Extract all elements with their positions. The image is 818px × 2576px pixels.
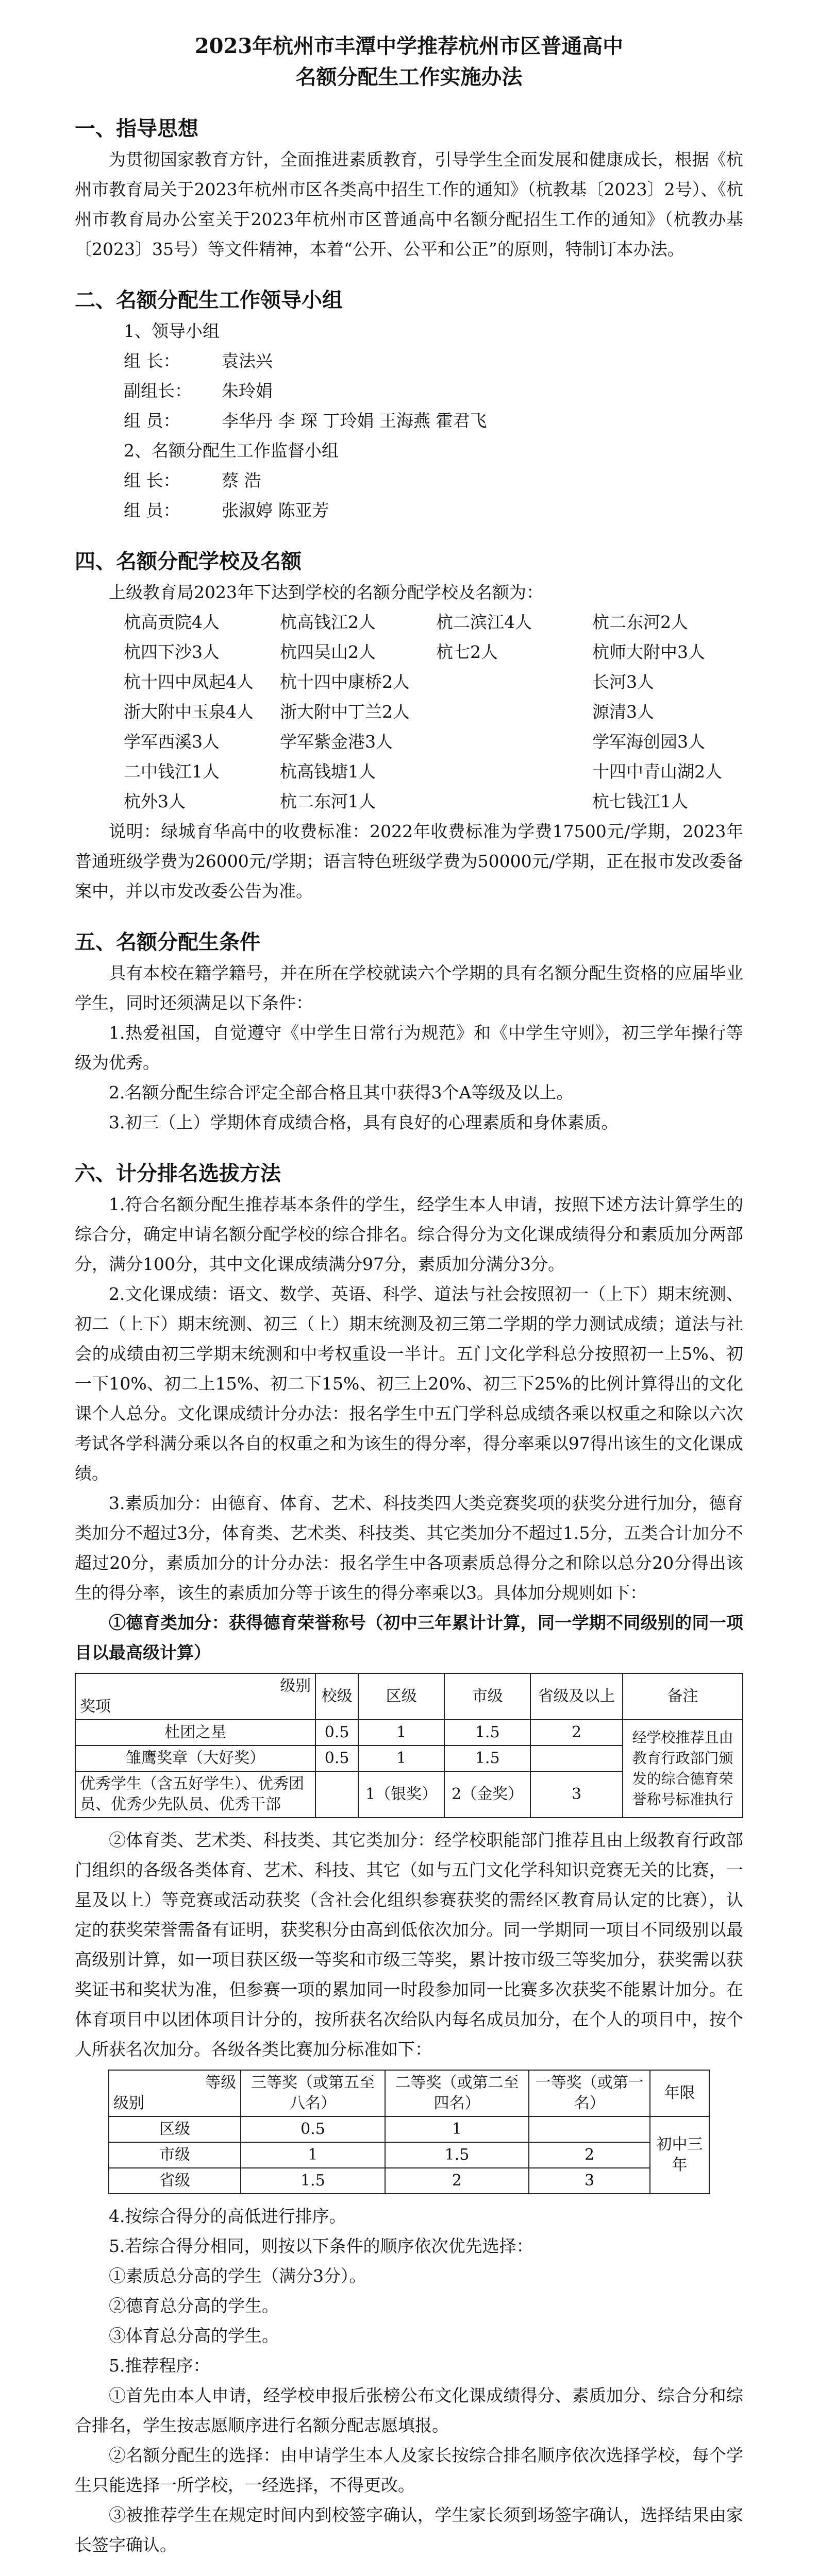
- school-quota-item: [436, 757, 587, 787]
- school-quota-item: 源清3人: [592, 702, 654, 722]
- tiebreak-2: ②德育总分高的学生。: [109, 2296, 279, 2316]
- leadership-row-leader: 组 长： 袁法兴: [124, 351, 273, 371]
- procedure-2: ②名额分配生的选择：由申请学生本人及家长按综合排名顺序依次选择学校，每个学生只能选择一所学校，一经选择，不得更改。: [75, 2445, 743, 2495]
- moral-col-school: 校级: [315, 1673, 358, 1720]
- school-quota-item: 浙大附中丁兰2人: [280, 702, 410, 722]
- condition-item-3: 3.初三（上）学期体育成绩合格，具有良好的心理素质和身体素质。: [109, 1112, 619, 1132]
- school-quota-item: 学军海创园3人: [592, 732, 705, 752]
- table-row: 市级 1 1.5 2: [109, 2142, 709, 2168]
- comp-col-year: 年限: [650, 2070, 709, 2116]
- comp-table-corner: 等级 级别: [109, 2070, 241, 2116]
- leadership-row-deputy: 副组长： 朱玲娟: [124, 381, 273, 401]
- school-quota-item: 杭二滨江4人: [436, 612, 532, 632]
- comp-col-third: 三等奖（或第五至八名）: [241, 2070, 385, 2116]
- condition-item-1: 1.热爱祖国，自觉遵守《中学生日常行为规范》和《中学生守则》，初三学年操行等级为优秀。: [75, 1023, 743, 1073]
- condition-item-2: 2.名额分配生综合评定全部合格且其中获得3个A等级及以上。: [109, 1082, 574, 1103]
- tiebreak-3: ③体育总分高的学生。: [109, 2326, 279, 2346]
- school-quota-item: 杭七2人: [436, 642, 498, 662]
- leadership-row-members: 组 员： 李华丹 李 琛 丁玲娟 王海燕 霍君飞: [124, 411, 487, 431]
- table-row: 杜团之星 0.5 1 1.5 2 经学校推荐且由教育行政部门颁发的综合德育荣誉称号标准执行: [75, 1720, 743, 1745]
- comp-col-first: 一等奖（或第一名）: [529, 2070, 650, 2116]
- table-row: 省级 1.5 2 3: [109, 2168, 709, 2194]
- moral-awards-table: [75, 1673, 743, 1818]
- table-row: 雏鹰奖章（大好奖） 0.5 1 1.5: [75, 1745, 743, 1771]
- school-quota-item: 杭十四中凤起4人: [124, 672, 254, 692]
- moral-col-district: 区级: [358, 1673, 444, 1720]
- school-quota-item: 杭四吴山2人: [280, 642, 376, 662]
- section-heading-leadership: 二、名额分配生工作领导小组: [75, 288, 343, 312]
- school-quota-item: 杭二东河2人: [592, 612, 688, 632]
- scoring-p3: 3.素质加分：由德育、体育、艺术、科技类四大类竞赛奖项的获奖分进行加分，德育类加分不超过3分，体育类、艺术类、科技类、其它类加分不超过1.5分，五类合计加分不超过20分，素质加分的计分办法：报名学生中各项素质总得分之和除以总分20分得出该生的得分率，该生的素质加分等于该生的得分率乘以3。具体加分规则如下：: [75, 1493, 743, 1603]
- supervision-group-label: 2、名额分配生工作监督小组: [124, 440, 339, 461]
- school-quota-item: [436, 727, 587, 757]
- school-quota-item: 长河3人: [592, 672, 654, 692]
- school-quota-item: 杭高钱塘1人: [280, 761, 376, 782]
- school-quota-item: 杭师大附中3人: [592, 642, 705, 662]
- school-quota-item: [436, 787, 587, 817]
- moral-table-corner: 级别 奖项: [75, 1673, 315, 1720]
- moral-col-note: 备注: [623, 1673, 743, 1720]
- supervision-row-leader: 组 长： 蔡 浩: [124, 470, 261, 490]
- schools-lead: 上级教育局2023年下达到学校的名额分配学校及名额为：: [109, 582, 543, 602]
- school-quota-item: 十四中青山湖2人: [592, 761, 722, 782]
- school-quota-item: [436, 667, 587, 697]
- scoring-p6: 4.按综合得分的高低进行排序。: [109, 2206, 346, 2226]
- section-heading-guiding: 一、指导思想: [75, 116, 198, 141]
- section-heading-scoring: 六、计分排名选拔方法: [75, 1161, 281, 1185]
- moral-col-prov: 省级及以上: [530, 1673, 623, 1720]
- section-heading-schools: 四、名额分配学校及名额: [75, 549, 302, 573]
- conditions-text: 具有本校在籍学籍号，并在所在学校就读六个学期的具有名额分配生资格的应届毕业学生，同时还须满足以下条件：: [75, 963, 743, 1013]
- school-quota-item: 杭高钱江2人: [280, 612, 376, 632]
- school-quota-item: 杭外3人: [124, 791, 186, 811]
- table-row: 优秀学生（含五好学生）、优秀团员、优秀少先队员、优秀干部 1（银奖） 2（金奖） 3: [75, 1771, 743, 1818]
- moral-col-city: 市级: [444, 1673, 530, 1720]
- supervision-row-members: 组 员： 张淑婷 陈亚芳: [124, 500, 329, 520]
- leadership-group-label: 1、领导小组: [124, 321, 220, 341]
- doc-title-line2: 名额分配生工作实施办法: [295, 65, 523, 89]
- school-quota-item: 学军紫金港3人: [280, 732, 393, 752]
- scoring-p1: 1.符合名额分配生推荐基本条件的学生，经学生本人申请，按照下述方法计算学生的综合分，确定申请名额分配学校的综合排名。综合得分为文化课成绩得分和素质加分两部分，满分100分，其中文化课成绩满分97分，素质加分满分3分。: [75, 1194, 743, 1274]
- scoring-p7: 5.若综合得分相同，则按以下条件的顺序依次优先选择：: [109, 2236, 533, 2256]
- section-text-guiding: 为贯彻国家教育方针，全面推进素质教育，引导学生全面发展和健康成长，根据《杭州市教育局关于2023年杭州市区各类高中招生工作的通知》（杭教基〔2023〕2号）、《杭州市教育局办公室关于2023年杭州市区普通高中名额分配招生工作的通知》（杭教办基〔2023〕35号）等文件精神，本着“公开、公平和公正”的原则，特制订本办法。: [75, 149, 743, 259]
- table-row: 区级 0.5 1 初中三年: [109, 2116, 709, 2142]
- scoring-p2: 2.文化课成绩：语文、数学、英语、科学、道法与社会按照初一（上下）期末统测、初二（上下）期末统测、初三（上）期末统测及初三第二学期的学力测试成绩；道法与社会的成绩由初三学期末统测和中考权重设一半计。五门文化学科总分按照初一上5%、初一下10%、初二上15%、初二下15%、初三上20%、初三下25%的比例计算得出的文化课个人总分。文化课成绩计分办法：报名学生中五门学科总成绩各乘以权重之和除以六次考试各学科满分乘以各自的权重之和为该生的得分率，得分率乘以97得出该生的文化课成绩。: [75, 1284, 743, 1483]
- procedure-1: ①首先由本人申请，经学校申报后张榜公布文化课成绩得分、素质加分、综合分和综合排名，学生按志愿顺序进行名额分配志愿填报。: [75, 2385, 743, 2435]
- school-quota-item: 杭四下沙3人: [124, 642, 220, 662]
- schools-note: 说明：绿城育华高中的收费标准：2022年收费标准为学费17500元/学期，2023年普通班级学费为26000元/学期；语言特色班级学费为50000元/学期，正在报市发改委备案中，并以市发改委公告为准。: [75, 821, 743, 901]
- scoring-p5: ②体育类、艺术类、科技类、其它类加分：经学校职能部门推荐且由上级教育行政部门组织的各级各类体育、艺术、科技、其它（如与五门文化学科知识竞赛无关的比赛，一星及以上）等竞赛或活动获奖（含社会化组织参赛获奖的需经区教育局认定的比赛），认定的获奖荣誉需备有证明，获奖积分由高到低依次加分。同一学期同一项目不同级别以最高级别计算，如一项目获区级一等奖和市级三等奖，累计按市级三等奖加分，获奖需以获奖证书和奖状为准，但参赛一项的累加同一时段参加同一比赛多次获奖不能累计加分。在体育项目中以团体项目计分的，按所获名次给队内每名成员加分，在个人的项目中，按个人所获名次加分。各级各类比赛加分标准如下：: [75, 1830, 743, 2059]
- scoring-p8: 5.推荐程序：: [109, 2355, 210, 2376]
- school-quota-item: 杭十四中康桥2人: [280, 672, 410, 692]
- comp-col-second: 二等奖（或第二至四名）: [385, 2070, 529, 2116]
- school-quota-item: 浙大附中玉泉4人: [124, 702, 254, 722]
- school-quota-item: 二中钱江1人: [124, 761, 220, 782]
- school-quota-item: [436, 697, 587, 727]
- doc-title-line1: 2023年杭州市丰潭中学推荐杭州市区普通高中: [194, 34, 624, 58]
- section-heading-conditions: 五、名额分配生条件: [75, 930, 260, 954]
- scoring-p4: ①德育类加分：获得德育荣誉称号（初中三年累计计算，同一学期不同级别的同一项目以最高级计算）: [75, 1613, 743, 1663]
- competition-awards-table: [108, 2070, 710, 2194]
- tiebreak-1: ①素质总分高的学生（满分3分）。: [109, 2266, 366, 2286]
- school-quota-grid: [75, 607, 743, 817]
- school-quota-item: 学军西溪3人: [124, 732, 220, 752]
- school-quota-item: 杭二东河1人: [280, 791, 376, 811]
- school-quota-item: 杭七钱江1人: [592, 791, 688, 811]
- procedure-3: ③被推荐学生在规定时间内到校签字确认，学生家长须到场签字确认，选择结果由家长签字确认。: [75, 2505, 743, 2555]
- school-quota-item: 杭高贡院4人: [124, 612, 220, 632]
